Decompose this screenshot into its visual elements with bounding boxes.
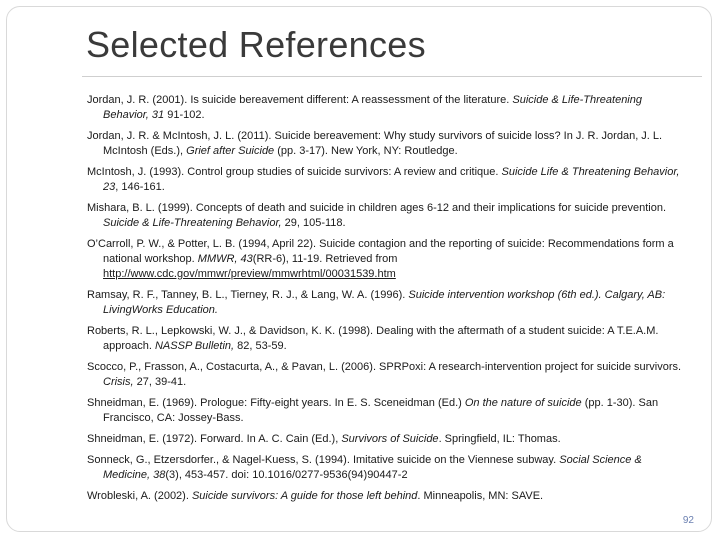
reference-item: Jordan, J. R. & McIntosh, J. L. (2011). Suicide bereavement: Why study survivors of suicide loss? In J. R. Jordan, J. L. McIntosh (Eds.), Grief after Suicide (pp. 3-17). New York, NY: Routledge. <box>87 130 663 157</box>
reference-item: Roberts, R. L., Lepkowski, W. J., & Davidson, K. K. (1998). Dealing with the aftermath of a student suicide: A T.E.A.M. approach. NASSP Bulletin, 82, 53-59. <box>87 325 659 352</box>
reference-item: McIntosh, J. (1993). Control group studies of suicide survivors: A review and critique. Suicide Life & Threatening Behavior, 23, 146-161. <box>87 166 680 193</box>
page-number: 92 <box>682 515 694 526</box>
reference-item: Sonneck, G., Etzersdorfer., & Nagel-Kuess, S. (1994). Imitative suicide on the Viennese subway. Social Science & Medicine, 38(3), 453-457. doi: 10.1016/0277-9536(94)90447-2 <box>87 454 642 481</box>
reference-item: Shneidman, E. (1969). Prologue: Fifty-eight years. In E. S. Sceneidman (Ed.) On the nature of suicide (pp. 1-30). San Francisco, CA: Jossey-Bass. <box>87 397 659 424</box>
reference-list <box>87 93 687 510</box>
reference-item: Shneidman, E. (1972). Forward. In A. C. Cain (Ed.), Survivors of Suicide. Springfield, IL: Thomas. <box>87 433 561 445</box>
reference-link[interactable]: http://www.cdc.gov/mmwr/preview/mmwrhtml/00031539.htm <box>103 268 396 280</box>
reference-item: Ramsay, R. F., Tanney, B. L., Tierney, R. J., & Lang, W. A. (1996). Suicide intervention workshop (6th ed.). Calgary, AB: LivingWorks Education. <box>87 289 666 316</box>
reference-item: Wrobleski, A. (2002). Suicide survivors: A guide for those left behind. Minneapolis, MN: SAVE. <box>87 490 544 502</box>
page-title: Selected References <box>86 24 426 65</box>
reference-item: Mishara, B. L. (1999). Concepts of death and suicide in children ages 6-12 and their implications for suicide prevention. Suicide & Life-Threatening Behavior, 29, 105-118. <box>87 202 667 229</box>
reference-item: Scocco, P., Frasson, A., Costacurta, A., & Pavan, L. (2006). SPRPoxi: A research-intervention project for suicide survivors. Crisis, 27, 39-41. <box>87 361 682 388</box>
reference-item: O’Carroll, P. W., & Potter, L. B. (1994, April 22). Suicide contagion and the reporting of suicide: Recommendations form a national workshop. MMWR, 43(RR-6), 11-19. Retrieved from http://www.cdc.gov/mmwr/preview/mmwrhtml/00031539.htm <box>87 238 674 280</box>
title-divider <box>82 76 702 77</box>
reference-item: Jordan, J. R. (2001). Is suicide bereavement different: A reassessment of the literature. Suicide & Life-Threatening Behavior, 31 91-102. <box>87 94 642 121</box>
